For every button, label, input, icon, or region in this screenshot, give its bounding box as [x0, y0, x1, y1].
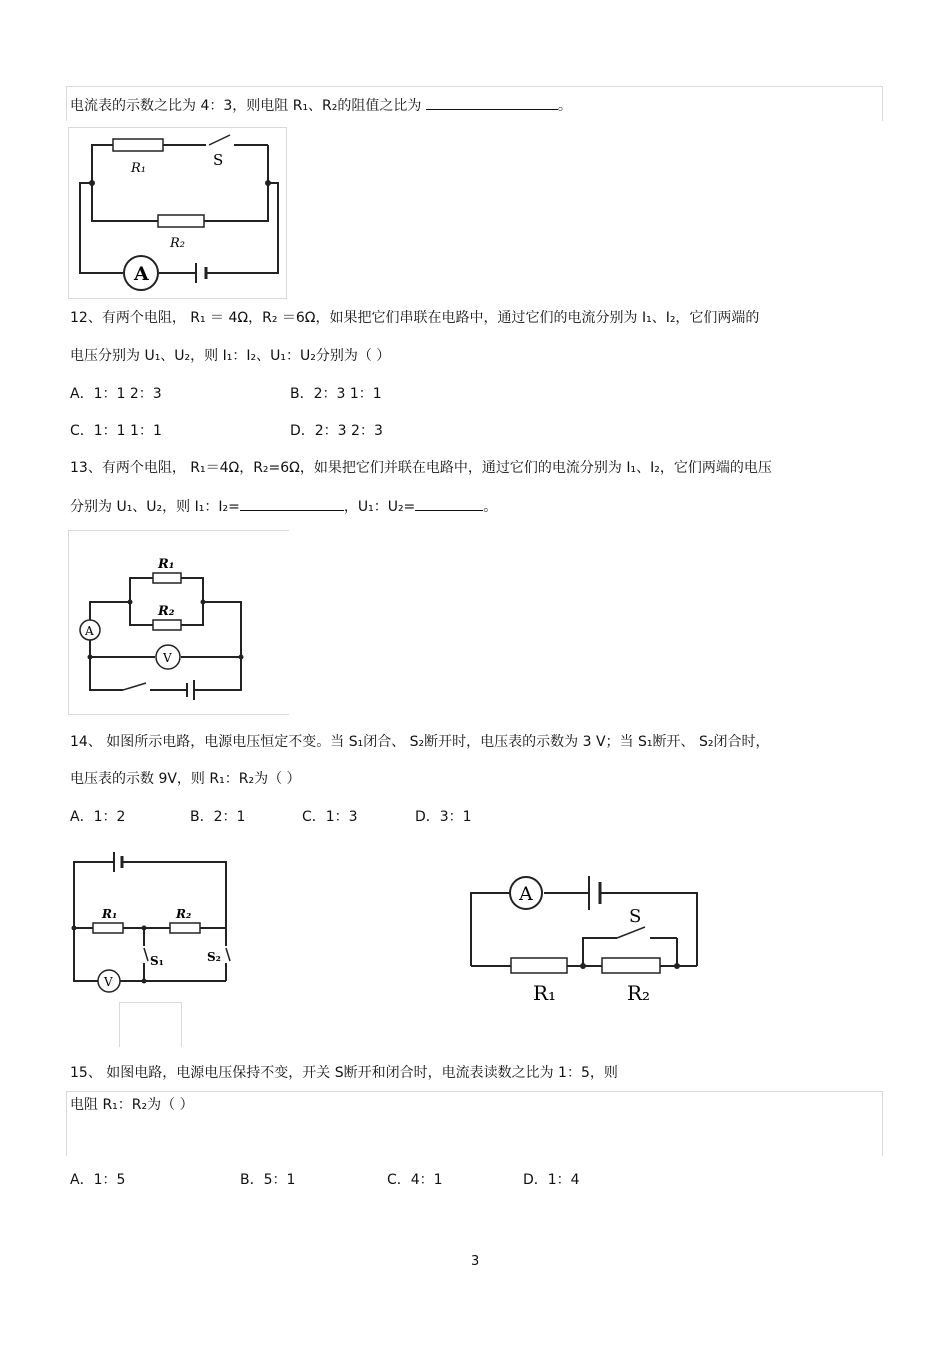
q15-option-c[interactable]: C．4：1 [387, 1172, 443, 1188]
q15-line1: 15、 如图电路，电源电压保持不变，开关 S断开和闭合时，电流表读数之比为 1：5，则 [70, 1065, 618, 1081]
q12-option-a[interactable]: A．1：1 2：3 [70, 386, 162, 402]
q14-line2: 电压表的示数 9V，则 R₁：R₂为（ ） [70, 771, 301, 787]
fig3-blank-box [119, 1002, 182, 1047]
fig2-junction-4 [239, 655, 244, 660]
fig3-junction-left [72, 926, 77, 931]
q15-option-b[interactable]: B．5：1 [240, 1172, 296, 1188]
fig2-ammeter-label: A [85, 624, 94, 638]
fig4-r1-label: R₁ [533, 981, 557, 1005]
fig1-junction-left [89, 180, 95, 186]
fig2-junction-3 [88, 655, 93, 660]
fig3-junction-s1-bottom [142, 979, 147, 984]
fig1-r2-label: R₂ [170, 236, 185, 251]
q15-option-d[interactable]: D．1：4 [523, 1172, 580, 1188]
q13-voltage-ratio-blank[interactable] [415, 496, 483, 511]
q12-option-d[interactable]: D．2：3 2：3 [290, 423, 383, 439]
fig3-s2-label: S₂ [207, 950, 221, 964]
q11-text-a: 电流表的示数之比为 4：3，则电阻 R₁、R₂的阻值之比为 [70, 98, 426, 114]
fig4-switch-label: S [629, 906, 642, 927]
fig4-junction-right [674, 963, 680, 969]
q11-answer-blank[interactable] [426, 95, 558, 110]
q11-text [70, 95, 572, 116]
fig2-voltmeter-label: V [163, 651, 172, 665]
q12-line2: 电压分别为 U₁、U₂，则 I₁：I₂、U₁：U₂分别为（ ） [70, 348, 391, 364]
fig3-circuit-diagram [68, 848, 243, 998]
page-number: 3 [471, 1254, 480, 1269]
q15-line2: 电阻 R₁：R₂为（ ） [70, 1097, 194, 1113]
q14-option-c[interactable]: C．1：3 [302, 809, 358, 825]
fig3-junction-mid [142, 926, 147, 931]
fig2-r2-label: R₂ [158, 604, 175, 619]
fig4-junction-left [580, 963, 586, 969]
fig1-circuit-diagram [68, 127, 285, 297]
fig3-r1-label: R₁ [102, 907, 118, 921]
q11-text-end: 。 [557, 98, 572, 114]
fig1-r1-label: R₁ [131, 161, 146, 176]
fig3-s1-label: S₁ [150, 954, 164, 968]
q13-line2-end: 。 [483, 499, 498, 515]
fig1-switch-label: S [213, 151, 224, 169]
fig3-r2-label: R₂ [176, 907, 192, 921]
fig2-circuit-diagram [68, 530, 288, 713]
q13-line2-a: 分别为 U₁、U₂，则 I₁：I₂= [70, 499, 240, 515]
q12-option-c[interactable]: C．1：1 1：1 [70, 423, 162, 439]
fig1-ammeter-label: A [134, 263, 149, 285]
fig3-voltmeter-label: V [104, 975, 113, 989]
q15-option-a[interactable]: A．1：5 [70, 1172, 126, 1188]
q12-option-b[interactable]: B．2：3 1：1 [290, 386, 382, 402]
q13-line2 [70, 496, 497, 517]
fig1-junction-right [265, 180, 271, 186]
fig4-circuit-diagram [469, 872, 701, 1004]
q14-option-a[interactable]: A．1：2 [70, 809, 126, 825]
fig2-junction-2 [201, 600, 206, 605]
q13-line2-b: ，U₁：U₂= [343, 499, 416, 515]
fig4-r2-label: R₂ [627, 981, 651, 1005]
q14-option-b[interactable]: B．2：1 [190, 809, 246, 825]
q13-line1: 13、有两个电阻， R₁＝4Ω，R₂=6Ω，如果把它们并联在电路中，通过它们的电流分别为 I₁、I₂，它们两端的电压 [70, 460, 772, 476]
fig4-ammeter-label: A [519, 883, 533, 905]
fig2-junction-1 [128, 600, 133, 605]
fig2-r1-label: R₁ [158, 557, 175, 572]
q14-line1: 14、 如图所示电路，电源电压恒定不变。当 S₁闭合、 S₂断开时，电压表的示数为 3 V；当 S₁断开、 S₂闭合时， [70, 734, 770, 750]
q14-option-d[interactable]: D．3：1 [415, 809, 472, 825]
q13-current-ratio-blank[interactable] [240, 496, 344, 511]
q12-line1: 12、有两个电阻， R₁ ＝ 4Ω，R₂ ＝6Ω，如果把它们串联在电路中，通过它们的电流分别为 I₁、I₂，它们两端的 [70, 310, 760, 326]
